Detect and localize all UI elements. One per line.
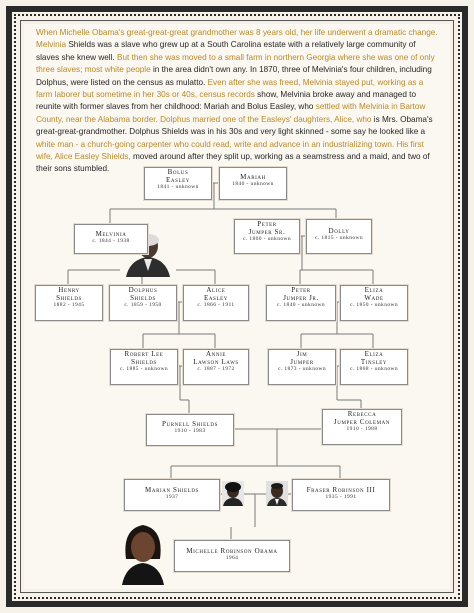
person-dates: c. 1873 - unknown [277, 366, 327, 372]
person-dates: c. 1866 - 1911 [197, 302, 235, 308]
person-name: Purnell Shields [161, 420, 219, 428]
person-dates: c. 1887 - 1972 [197, 366, 235, 372]
person-dates: 1935 - 1991 [325, 494, 357, 500]
person-name: Peter [291, 286, 311, 294]
person-name: Peter [257, 220, 277, 228]
person-box-dolly [306, 219, 372, 254]
intro-segment: But then she was moved to a small farm in northern Georgia where she was one of only three slaves; most white people [36, 52, 435, 75]
person-name: Dolphus [128, 286, 158, 294]
person-name: Mariah [240, 173, 266, 181]
person-dates: 1937 [165, 494, 179, 500]
intro-segment: Shields was a slave who grew up at a South Carolina estate with a relatively large community of slaves she knew well. [36, 40, 416, 62]
person-name: Fraser Robinson III [306, 486, 376, 494]
person-name-2: Shields [131, 358, 157, 366]
person-box-rebecca-jumper-coleman [322, 409, 402, 445]
person-dates: c. 1844 - 1938 [92, 238, 130, 244]
fraser-robinson-photo [266, 481, 288, 506]
person-box-bolus-easley [144, 167, 212, 200]
person-dates: c. 1868 - unknown [349, 366, 399, 372]
person-dates: c. 1885 - unknown [119, 366, 169, 372]
intro-segment: in the area didn't own any. In 1870, three of Melvinia's four children, including Dolphus, were listed on the census as mulatto. [36, 65, 432, 87]
intro-segment: When Michelle Obama's great-great-great grandmother was 8 years old, her life underwent a dramatic change. Melvinia [36, 28, 438, 50]
person-name-2: Shields [130, 294, 156, 302]
person-box-melvinia [74, 224, 148, 254]
person-name-2: Wade [364, 294, 384, 302]
person-box-michelle-robinson-obama [174, 540, 290, 572]
person-name: Robert Lee [124, 350, 164, 358]
person-name: Dolly [328, 227, 350, 235]
person-name: Marian Shields [145, 486, 199, 494]
person-name-2: Jumper Jr. [283, 294, 319, 302]
person-box-dolphus-shields [109, 285, 177, 321]
person-dates: 1910 - 1983 [174, 428, 206, 434]
person-dates: 1882 - 1945 [53, 302, 85, 308]
person-dates: 1964 [225, 555, 239, 561]
person-name-2: Shields [56, 294, 82, 302]
person-name-2: Jumper [290, 358, 314, 366]
person-name: Henry [58, 286, 80, 294]
person-box-fraser-robinson [292, 479, 390, 511]
person-box-annie-lawson-laws [183, 349, 249, 385]
person-dates: c. 1850 - unknown [349, 302, 399, 308]
person-box-henry-shields [35, 285, 103, 321]
intro-segment: settled with Melvinia in Bartow County, near the Alabama border. Dolphus married one of the Easleys' daughters, Alice, who [36, 102, 426, 124]
person-name: Annie [206, 350, 226, 358]
person-name: Jim [296, 350, 308, 358]
person-box-jim-jumper [268, 349, 336, 385]
person-name: Rebecca [347, 410, 377, 418]
person-name: Alice [206, 286, 226, 294]
intro-segment: Even after she was freed, Melvinia stayed put, working as a farm laborer but sometime in her 30s or 40s, census records [36, 77, 424, 100]
person-box-marian-shields [124, 479, 220, 511]
person-name-2: Easley [204, 294, 228, 302]
person-box-alice-easley [183, 285, 249, 321]
person-dates: c. 1840 - unknown [276, 302, 326, 308]
person-dates: 1841 - unknown [157, 184, 199, 190]
person-name-2: Tinsley [360, 358, 388, 366]
person-dates: c. 1815 - unknown [314, 235, 364, 241]
marian-shields-photo [222, 481, 244, 506]
person-box-robert-lee-shields [110, 349, 178, 385]
person-name-2: Easley [166, 176, 190, 184]
person-name-2: Jumper Coleman [333, 418, 391, 426]
person-dates: c. 1800 - unknown [242, 236, 292, 242]
person-name: Melvinia [95, 230, 127, 238]
person-dates: 1840 - unknown [232, 181, 274, 187]
person-box-mariah [219, 167, 287, 200]
michelle-obama-photo [118, 519, 168, 585]
person-name-2: Lawson Laws [193, 358, 239, 366]
person-box-peter-jumper-jr [266, 285, 336, 321]
person-name: Michelle Robinson Obama [186, 547, 278, 555]
person-dates: c. 1859 - 1950 [124, 302, 162, 308]
person-box-peter-jumper-sr [234, 219, 300, 254]
intro-segment: show, Melvinia broke away and managed to reunite with former slaves from her childhood: Mariah and Bolus Easley, who [36, 90, 417, 112]
person-name: Eliza [364, 350, 384, 358]
person-box-eliza-tinsley [340, 349, 408, 385]
person-box-eliza-wade [340, 285, 408, 321]
intro-segment: is Mrs. Obama's great-great-grandmother. Dolphus Shields was in his 30s and very light skinned - some say he looked like a [36, 114, 433, 137]
person-name: Bolus [167, 168, 189, 176]
person-dates: 1910 - 1988 [346, 426, 378, 432]
intro-segment: white man - a church-going carpenter who could read, write and advance in an industrializing town. His first wife, Alice Easley Shields, [36, 139, 424, 162]
intro-segment: moved around after they split up, working as a seamstress and a maid, and two of their sons stumbled. [36, 152, 430, 174]
person-box-purnell-shields [146, 414, 234, 446]
person-name-2: Jumper Sr. [248, 228, 286, 236]
person-name: Eliza [364, 286, 384, 294]
